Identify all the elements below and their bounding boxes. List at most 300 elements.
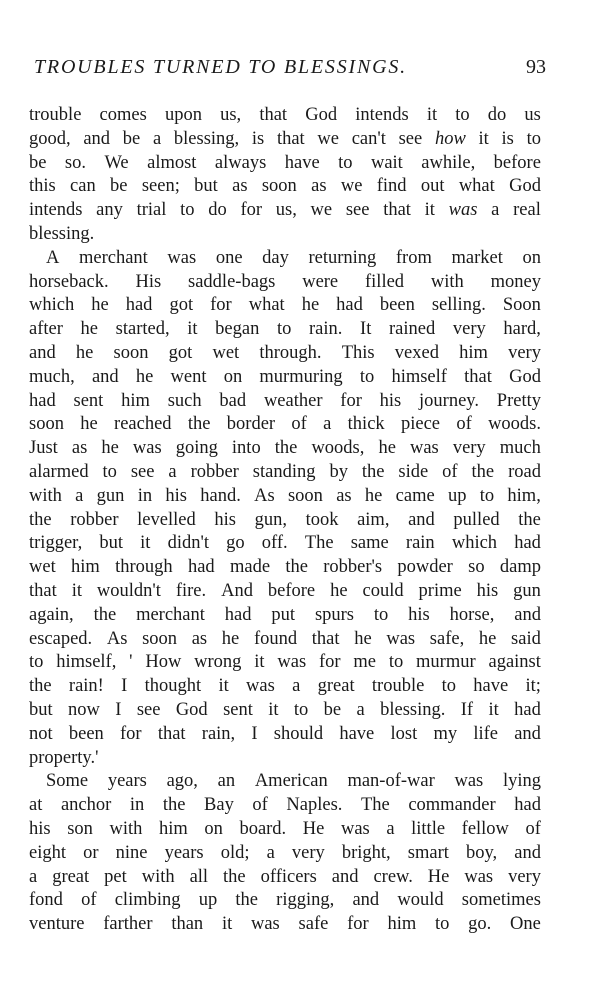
word: rain. — [309, 319, 343, 340]
running-head: TROUBLES TURNED TO BLESSINGS. — [34, 56, 407, 78]
word: as — [232, 176, 248, 197]
word: with — [29, 485, 62, 506]
word: to — [434, 914, 450, 935]
word: soon — [142, 628, 178, 649]
text-line — [29, 390, 541, 414]
word: had — [29, 390, 56, 411]
word: he — [101, 438, 119, 459]
word: it — [424, 200, 435, 221]
word: was — [386, 628, 416, 649]
body-text — [29, 104, 541, 937]
word: wet — [29, 557, 56, 578]
word: his — [476, 580, 499, 601]
word: it — [187, 319, 198, 340]
word: the — [162, 795, 186, 816]
word: went — [170, 366, 207, 387]
text-line — [29, 413, 541, 437]
word: escaped. — [29, 628, 93, 649]
word: rain, — [201, 723, 236, 744]
word: safe, — [429, 628, 465, 649]
word: gun, — [254, 509, 287, 530]
word: for — [240, 200, 263, 221]
word: we — [310, 200, 333, 221]
word: Just — [29, 438, 58, 459]
word: board. — [239, 818, 287, 839]
text-line — [29, 556, 541, 580]
word: soon — [113, 342, 149, 363]
word: with — [109, 818, 143, 839]
word: wait — [370, 152, 403, 173]
word: years — [164, 842, 204, 863]
word: safe — [298, 914, 329, 935]
word: of — [252, 795, 268, 816]
word: The — [360, 795, 390, 816]
word: my — [433, 723, 458, 744]
word: blessing. — [29, 223, 95, 244]
word: on — [204, 818, 223, 839]
word: for — [347, 914, 369, 935]
word: of — [442, 461, 458, 482]
word: him, — [507, 485, 541, 506]
word: his — [408, 604, 430, 625]
word: got — [168, 342, 193, 363]
word: had — [125, 295, 153, 316]
word: very — [508, 866, 541, 887]
word: He — [427, 866, 450, 887]
word: We — [104, 152, 129, 173]
word: returning — [308, 247, 377, 268]
word: God — [175, 699, 208, 720]
word: now — [68, 699, 100, 720]
word: it — [71, 580, 82, 601]
word: after — [29, 319, 63, 340]
text-line — [29, 913, 541, 937]
word: rained — [388, 319, 436, 340]
word: had — [514, 795, 541, 816]
word: to — [102, 461, 117, 482]
word: seen; — [141, 176, 180, 197]
word: As — [106, 628, 128, 649]
word: always — [214, 152, 267, 173]
word: but — [194, 176, 218, 197]
word: lost — [390, 723, 418, 744]
word: He — [302, 818, 325, 839]
word: little — [411, 818, 446, 839]
word: the — [361, 461, 385, 482]
page-number: 93 — [526, 56, 546, 78]
word: aim, — [357, 509, 390, 530]
word: If — [460, 699, 474, 720]
word: trial — [136, 200, 167, 221]
word: so — [468, 557, 485, 578]
word: see — [345, 200, 370, 221]
word: he — [354, 628, 372, 649]
word: very — [508, 342, 541, 363]
word: to — [388, 652, 404, 673]
word: murmuring — [259, 366, 343, 387]
word: years — [107, 771, 147, 792]
word: smart — [407, 842, 449, 863]
word: had — [514, 533, 541, 554]
word: was — [277, 652, 307, 673]
word: as — [336, 485, 352, 506]
word: rigging, — [276, 890, 335, 911]
word: it — [140, 533, 151, 554]
word: us, — [275, 200, 297, 221]
word: was — [448, 200, 478, 221]
word: trouble — [371, 676, 425, 697]
word: horseback. — [29, 271, 109, 292]
text-line — [29, 128, 541, 152]
text-line — [29, 747, 541, 771]
word: side — [398, 461, 429, 482]
word: intends — [355, 105, 409, 125]
word: began — [215, 319, 260, 340]
word: do — [208, 200, 227, 221]
word: we — [340, 176, 363, 197]
word: and — [83, 128, 111, 149]
word: pet — [104, 866, 127, 887]
word: Soon — [502, 295, 541, 316]
word: Bay — [204, 795, 234, 816]
word: himself, — [56, 652, 117, 673]
word: he — [91, 295, 109, 316]
word: to — [479, 485, 495, 506]
word: thick — [347, 414, 385, 435]
word: had — [514, 699, 541, 720]
word: found — [253, 628, 298, 649]
word: not — [29, 723, 53, 744]
word: the — [187, 414, 211, 435]
word: woods, — [311, 438, 365, 459]
word: son — [67, 818, 93, 839]
word: rain! — [68, 676, 104, 697]
word: great — [317, 676, 355, 697]
word: a — [356, 699, 365, 720]
word: started, — [115, 319, 170, 340]
word: rain — [405, 533, 435, 554]
word: to — [180, 200, 195, 221]
word: took — [305, 509, 339, 530]
word: is — [501, 128, 514, 149]
word: saddle-bags — [188, 271, 276, 292]
word: see — [136, 699, 161, 720]
word: hard, — [503, 319, 541, 340]
text-line — [29, 604, 541, 628]
word: be — [29, 152, 47, 173]
word: what — [248, 295, 285, 316]
word: trigger, — [29, 533, 83, 554]
word: to — [338, 152, 353, 173]
word: anchor — [60, 795, 112, 816]
word: a — [266, 842, 275, 863]
word: levelled — [137, 509, 196, 530]
text-line — [29, 675, 541, 699]
word: the — [223, 866, 246, 887]
word: of — [456, 414, 472, 435]
word: do — [487, 105, 507, 125]
word: prime — [418, 580, 462, 601]
word: him — [459, 342, 488, 363]
text-line — [29, 366, 541, 390]
word: fond — [29, 890, 63, 911]
word: his — [165, 485, 187, 506]
text-line — [29, 842, 541, 866]
word: for — [318, 652, 341, 673]
word: one — [215, 247, 243, 268]
word: merchant — [78, 247, 148, 268]
word: than — [171, 914, 204, 935]
word: wrong — [194, 652, 242, 673]
word: reached — [114, 414, 172, 435]
word: in — [137, 485, 153, 506]
word: merchant — [136, 604, 205, 625]
word: with — [141, 866, 175, 887]
word: great — [52, 866, 90, 887]
word: gun — [513, 580, 541, 601]
word: and — [331, 866, 359, 887]
word: as — [311, 176, 327, 197]
text-line — [29, 485, 541, 509]
word: ' — [129, 652, 133, 673]
word: wouldn't — [96, 580, 161, 601]
word: blessing. — [380, 699, 446, 720]
word: property.' — [29, 747, 99, 768]
word: on — [223, 366, 243, 387]
word: can't — [351, 128, 386, 149]
text-line — [29, 889, 541, 913]
word: is — [251, 128, 265, 149]
word: woods. — [488, 414, 541, 435]
text-line — [29, 699, 541, 723]
word: at — [29, 795, 43, 816]
word: market — [451, 247, 503, 268]
word: much — [499, 438, 541, 459]
word: he — [301, 295, 320, 316]
word: that — [276, 128, 305, 149]
text-line — [29, 723, 541, 747]
word: how — [434, 128, 466, 149]
word: he — [75, 342, 94, 363]
word: a — [152, 128, 162, 149]
word: had — [224, 604, 252, 625]
word: God — [509, 366, 541, 387]
word: sometimes — [461, 890, 541, 911]
word: it — [221, 914, 233, 935]
word: it — [254, 652, 265, 673]
word: trouble — [29, 105, 82, 125]
word: vexed — [394, 342, 439, 363]
word: same — [350, 533, 389, 554]
word: can — [70, 176, 96, 197]
word: him — [71, 557, 100, 578]
word: to — [526, 128, 541, 149]
word: to — [293, 699, 309, 720]
word: before — [267, 580, 316, 601]
text-line — [29, 532, 541, 556]
word: robber's — [323, 557, 383, 578]
word: against — [488, 652, 541, 673]
word: It — [360, 319, 372, 340]
word: it — [218, 676, 229, 697]
text-line — [29, 342, 541, 366]
word: officers — [260, 866, 317, 887]
word: go. — [468, 914, 492, 935]
word: was — [250, 914, 280, 935]
word: sent — [223, 699, 253, 720]
word: going — [175, 438, 218, 459]
word: road — [508, 461, 541, 482]
word: was — [464, 866, 494, 887]
word: of — [525, 818, 541, 839]
word: he — [135, 366, 154, 387]
word: crew. — [373, 866, 413, 887]
word: him — [387, 914, 417, 935]
word: awhile, — [421, 152, 476, 173]
word: the — [235, 890, 258, 911]
word: fire. — [175, 580, 207, 601]
word: that — [29, 580, 57, 601]
word: that — [464, 366, 492, 387]
word: been — [68, 723, 104, 744]
word: the — [518, 509, 541, 530]
word: old; — [220, 842, 250, 863]
word: God — [509, 176, 541, 197]
text-line — [29, 866, 541, 890]
word: us, — [220, 105, 242, 125]
word: filled — [365, 271, 405, 292]
word: see — [130, 461, 155, 482]
word: go — [226, 533, 245, 554]
word: for — [210, 295, 232, 316]
word: very — [452, 319, 486, 340]
text-line — [29, 104, 541, 128]
word: see — [398, 128, 423, 149]
word: any — [96, 200, 123, 221]
word: him — [121, 390, 150, 411]
word: had — [187, 557, 215, 578]
word: it — [426, 105, 438, 125]
word: was — [454, 771, 484, 792]
word: be — [323, 699, 342, 720]
word: said — [511, 628, 541, 649]
word: was — [409, 438, 439, 459]
word: made — [229, 557, 271, 578]
text-line — [29, 223, 541, 247]
word: intends — [29, 200, 83, 221]
text-line — [29, 794, 541, 818]
word: by — [329, 461, 348, 482]
word: and — [514, 604, 541, 625]
word: money — [490, 271, 541, 292]
word: climbing — [114, 890, 181, 911]
word: alarmed — [29, 461, 89, 482]
text-line — [29, 628, 541, 652]
word: fellow — [461, 818, 509, 839]
word: up — [198, 890, 218, 911]
word: into — [231, 438, 261, 459]
word: but — [99, 533, 123, 554]
word: it — [478, 128, 489, 149]
word: the — [285, 557, 308, 578]
word: with — [430, 271, 464, 292]
word: to — [373, 604, 389, 625]
word: us — [524, 105, 541, 125]
word: weather — [263, 390, 323, 411]
word: his — [214, 509, 236, 530]
word: almost — [147, 152, 197, 173]
word: as — [71, 438, 88, 459]
word: as — [191, 628, 208, 649]
word: One — [510, 914, 541, 935]
word: to — [441, 676, 456, 697]
word: and — [91, 366, 119, 387]
word: had — [336, 295, 363, 316]
word: it; — [525, 676, 541, 697]
word: or — [83, 842, 99, 863]
word: have — [339, 723, 375, 744]
word: he — [364, 485, 383, 506]
word: farther — [103, 914, 153, 935]
word: his — [29, 818, 51, 839]
text-line — [29, 294, 541, 318]
word: a — [75, 485, 84, 506]
word: The — [304, 533, 334, 554]
word: was — [340, 818, 370, 839]
word: was — [132, 438, 162, 459]
word: much, — [29, 366, 75, 387]
word: through — [115, 557, 173, 578]
word: pulled — [453, 509, 500, 530]
word: I — [251, 723, 258, 744]
word: his — [379, 390, 402, 411]
word: it — [488, 699, 499, 720]
word: boy, — [465, 842, 498, 863]
word: he — [478, 628, 497, 649]
word: murmur — [416, 652, 476, 673]
word: that — [259, 105, 288, 125]
word: I — [115, 699, 122, 720]
word: me — [353, 652, 376, 673]
word: to — [276, 319, 292, 340]
word: of — [81, 890, 97, 911]
word: the — [29, 676, 52, 697]
word: again, — [29, 604, 74, 625]
word: real — [513, 200, 541, 221]
word: robber — [70, 509, 119, 530]
word: gun — [96, 485, 125, 506]
text-line — [29, 509, 541, 533]
text-line — [29, 651, 541, 675]
word: been — [379, 295, 415, 316]
text-line — [29, 461, 541, 485]
word: and — [408, 509, 435, 530]
word: he — [378, 438, 396, 459]
word: Naples. — [286, 795, 343, 816]
word: came — [395, 485, 435, 506]
word: a — [323, 414, 332, 435]
word: he — [221, 628, 240, 649]
word: I — [121, 676, 128, 697]
word: robber — [190, 461, 239, 482]
word: was — [246, 676, 275, 697]
word: from — [395, 247, 432, 268]
word: put — [271, 604, 296, 625]
word: border — [226, 414, 276, 435]
word: damp — [499, 557, 541, 578]
word: life — [473, 723, 498, 744]
word: to — [29, 652, 44, 673]
